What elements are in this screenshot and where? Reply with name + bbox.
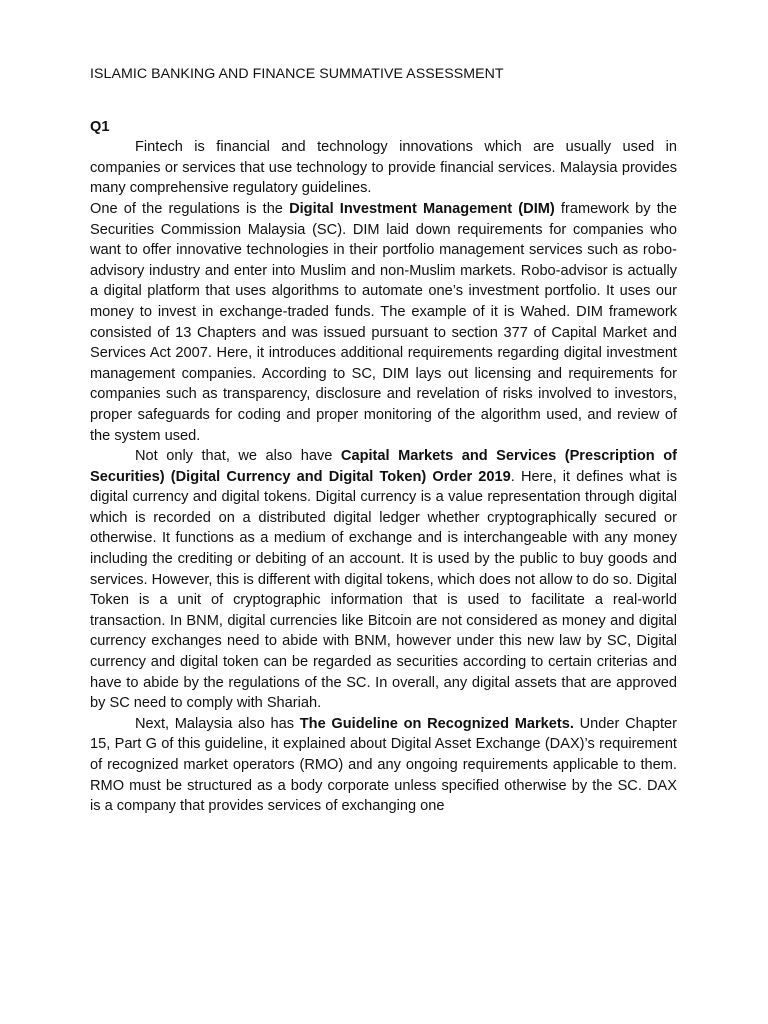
bold-term-order-2019: Capital Markets and Services (Prescription of Securities) (Digital Currency and Digital Token) Order 2019: [90, 448, 677, 485]
paragraph-text: . Here, it defines what is digital currency and digital tokens. Digital currency is a value representation through digital which is recorded on a distributed digital ledger whether cryptographically secured or otherwise. It functions as a medium of exchange and is interchangeable with any money including the crediting or debiting of an account. It is used by the public to buy goods and services. However, this is different with digital tokens, which does not allow to do so. Digital Token is a unit of cryptographic information that is used to facilitate a real-world transaction. In BNM, digital currencies like Bitcoin are not considered as money and digital currency exchanges need to abide with BNM, however under this new law by SC, Digital currency and digital token can be regarded as securities according to certain criterias and have to abide by the regulations of the SC. In overall, any digital assets that are approved by SC need to comply with Shariah.: [90, 468, 678, 712]
paragraph-text: One of the regulations is the: [90, 200, 290, 217]
bold-term-recognized-markets: The Guideline on Recognized Markets.: [299, 715, 574, 732]
paragraph-digital-currency-order: [90, 446, 677, 714]
document-title: ISLAMIC BANKING AND FINANCE SUMMATIVE ASSESSMENT: [90, 66, 504, 82]
paragraph-text: Next, Malaysia also has: [135, 715, 300, 732]
paragraph-recognized-markets: [90, 714, 677, 817]
bold-term-dim: Digital Investment Management (DIM): [289, 200, 555, 217]
document-page: [90, 64, 677, 817]
paragraph-fintech-intro: [90, 137, 677, 199]
paragraph-text: Fintech is financial and technology innovations which are usually used in companies or services that use technology to provide financial services. Malaysia provides many comprehensive regulatory guidelines.: [90, 139, 677, 197]
paragraph-dim-framework: [90, 199, 677, 446]
paragraph-text: framework by the Securities Commission Malaysia (SC). DIM laid down requirements for companies who want to offer innovative technologies in their portfolio management services such as robo-advisory industry and enter into Muslim and non-Muslim markets. Robo-advisor is actually a digital platform that uses algorithms to automate one’s investment portfolio. It uses our money to invest in exchange-traded funds. The example of it is Wahed. DIM framework consisted of 13 Chapters and was issued pursuant to section 377 of Capital Market and Services Act 2007. Here, it introduces additional requirements regarding digital investment management companies. According to SC, DIM lays out licensing and requirements for companies such as transparency, disclosure and revelation of risks involved to investors, proper safeguards for coding and proper monitoring of the algorithm used, and review of the system used.: [90, 200, 677, 444]
paragraph-text: Not only that, we also have: [135, 448, 341, 465]
paragraph-text: Under Chapter 15, Part G of this guideline, it explained about Digital Asset Exchange (DAX)’s requirement of recognized market operators (RMO) and any ongoing requirements applicable to them. RMO must be structured as a body corporate unless specified otherwise by the SC. DAX is a company that provides services of exchanging one: [90, 715, 678, 815]
question-label: Q1: [90, 118, 110, 135]
